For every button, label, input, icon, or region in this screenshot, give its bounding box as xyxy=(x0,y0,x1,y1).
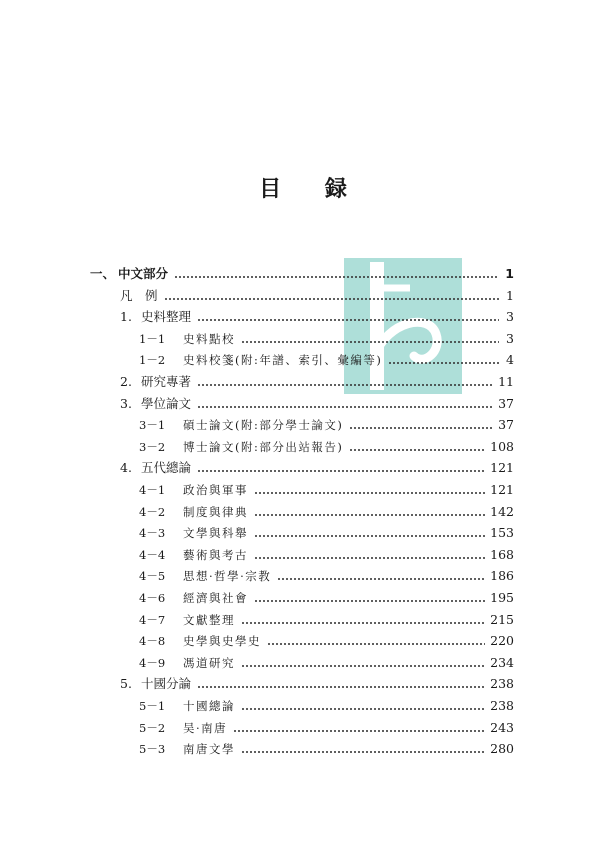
toc-entry-title: 制度與律典 xyxy=(183,504,248,519)
toc-entry-title: 凡 例 xyxy=(120,287,158,303)
toc-entry[interactable] xyxy=(139,608,514,628)
toc-page-number: 3 xyxy=(506,330,514,346)
toc-entry-title: 史學與史學史 xyxy=(183,634,261,649)
toc-entry-number: 5－3 xyxy=(139,742,166,757)
toc-page-number: 220 xyxy=(490,633,514,649)
toc-page-number: 11 xyxy=(498,374,514,389)
toc-dot-leader xyxy=(197,679,485,689)
toc-entry-title: 藝術與考古 xyxy=(183,547,248,562)
toc-dot-leader xyxy=(388,355,499,365)
toc-entry-title: 文獻整理 xyxy=(183,612,235,627)
toc-entry[interactable] xyxy=(120,370,514,390)
toc-entry-title: 中文部分 xyxy=(118,266,169,281)
toc-entry-title: 學位論文 xyxy=(141,395,192,411)
toc-entry[interactable] xyxy=(120,305,514,325)
toc-entry[interactable] xyxy=(139,629,514,649)
toc-dot-leader xyxy=(197,399,493,409)
toc-entry[interactable] xyxy=(139,413,514,433)
toc-dot-leader xyxy=(164,291,499,301)
toc-dot-leader xyxy=(197,463,485,473)
toc-entry-number: 一、 xyxy=(90,266,116,281)
toc-entry[interactable] xyxy=(90,262,514,282)
toc-entry-number: 1－1 xyxy=(139,331,166,346)
toc-dot-leader xyxy=(241,701,485,711)
toc-page-number: 1 xyxy=(506,287,514,303)
toc-entry[interactable] xyxy=(139,478,514,498)
toc-entry-number: 5. xyxy=(120,676,132,692)
toc-dot-leader xyxy=(254,528,485,538)
toc-entry-title: 五代總論 xyxy=(141,460,192,476)
toc-entry-title: 十國分論 xyxy=(141,676,192,692)
toc-dot-leader xyxy=(254,593,485,603)
toc-dot-leader xyxy=(349,442,485,452)
toc-page-number: 186 xyxy=(490,568,514,584)
toc-page-number: 238 xyxy=(490,698,514,713)
toc-entry-title: 史料點校 xyxy=(183,331,235,346)
toc-entry-title: 思想·哲學·宗教 xyxy=(183,569,272,584)
toc-dot-leader xyxy=(241,334,499,344)
toc-entry-number: 5－1 xyxy=(139,699,166,713)
toc-entry[interactable] xyxy=(139,564,514,584)
toc-dot-leader xyxy=(277,571,485,581)
toc-dot-leader xyxy=(174,269,499,279)
toc-entry[interactable] xyxy=(120,392,514,412)
toc-entry-number: 4. xyxy=(120,460,132,476)
toc-entry-number: 4－7 xyxy=(139,612,166,627)
toc-dot-leader xyxy=(233,723,485,733)
toc-entry-title: 吴·南唐 xyxy=(183,720,228,735)
toc-entry[interactable] xyxy=(139,348,514,368)
toc-entry[interactable] xyxy=(139,521,514,541)
toc-entry-title: 碩士論文(附:部分學士論文) xyxy=(183,418,344,433)
toc-entry[interactable] xyxy=(139,500,514,520)
toc-entry[interactable] xyxy=(139,586,514,606)
toc-page-number: 3 xyxy=(506,309,514,325)
toc-entry-number: 4－9 xyxy=(139,655,166,670)
toc-entry-number: 4－8 xyxy=(139,634,166,649)
toc-entry-number: 1－2 xyxy=(139,353,166,368)
toc-page-number: 168 xyxy=(490,546,514,562)
toc-dot-leader xyxy=(241,615,485,625)
toc-dot-leader xyxy=(254,550,485,560)
toc-entry-number: 4－2 xyxy=(139,504,166,519)
toc-entry-number: 4－4 xyxy=(139,547,166,562)
toc-page-number: 108 xyxy=(490,438,514,454)
toc-entry[interactable] xyxy=(139,737,514,757)
toc-entry-number: 3－2 xyxy=(139,439,166,454)
toc-page-number: 238 xyxy=(490,676,514,692)
toc-page-number: 37 xyxy=(498,417,514,433)
toc-entry[interactable] xyxy=(139,327,514,347)
toc-dot-leader xyxy=(241,744,485,754)
toc-entry-title: 馮道研究 xyxy=(183,655,235,670)
toc-entry[interactable] xyxy=(120,284,514,304)
toc-entry-number: 4－1 xyxy=(139,483,166,497)
toc-entry-title: 研究專著 xyxy=(141,374,192,389)
toc-page-number: 215 xyxy=(490,611,514,627)
toc-entry-number: 4－5 xyxy=(139,569,166,584)
toc-entry[interactable] xyxy=(139,543,514,563)
toc-entry-number: 2. xyxy=(120,374,132,389)
toc-page-number: 142 xyxy=(490,503,514,519)
toc-dot-leader xyxy=(254,485,485,495)
toc-page-number: 234 xyxy=(490,654,514,670)
toc-entry-title: 政治與軍事 xyxy=(183,483,248,497)
toc-entry-number: 1. xyxy=(120,309,132,325)
toc-entry-title: 史料整理 xyxy=(141,309,192,325)
toc-dot-leader xyxy=(267,636,485,646)
toc-dot-leader xyxy=(349,420,493,430)
toc-entry[interactable] xyxy=(139,694,514,714)
toc-entry-number: 3－1 xyxy=(139,418,166,433)
toc-entry[interactable] xyxy=(139,716,514,736)
toc-entry-number: 4－3 xyxy=(139,526,166,541)
toc-entry-title: 史料校箋(附:年譜、索引、彙編等) xyxy=(183,353,383,368)
toc-entry-title: 經濟與社會 xyxy=(183,591,248,605)
toc-dot-leader xyxy=(197,377,493,387)
toc-entry[interactable] xyxy=(120,672,514,692)
toc-page-number: 37 xyxy=(498,395,514,411)
toc-page-number: 121 xyxy=(490,482,514,497)
toc-dot-leader xyxy=(241,658,485,668)
toc-entry-number: 4－6 xyxy=(139,591,166,605)
toc-entry[interactable] xyxy=(139,651,514,671)
toc-page-number: 1 xyxy=(505,266,514,281)
toc-page-number: 280 xyxy=(490,741,514,757)
toc-dot-leader xyxy=(197,312,499,322)
toc-entry-title: 十國總論 xyxy=(183,699,235,713)
toc-entry-number: 5－2 xyxy=(139,720,166,735)
toc-page-number: 121 xyxy=(490,460,514,476)
toc-entry[interactable] xyxy=(120,456,514,476)
toc-entry[interactable] xyxy=(139,435,514,455)
toc-page-number: 153 xyxy=(490,525,514,541)
toc-page-number: 243 xyxy=(490,719,514,735)
toc-page-number: 195 xyxy=(490,590,514,605)
toc-entry-title: 南唐文學 xyxy=(183,742,235,757)
toc-entry-number: 3. xyxy=(120,395,132,411)
toc-dot-leader xyxy=(254,507,485,517)
toc-entry-title: 博士論文(附:部分出站報告) xyxy=(183,439,344,454)
page-title: 目 録 xyxy=(259,176,365,202)
toc-page-number: 4 xyxy=(506,352,514,368)
toc-entry-title: 文學與科舉 xyxy=(183,526,248,541)
